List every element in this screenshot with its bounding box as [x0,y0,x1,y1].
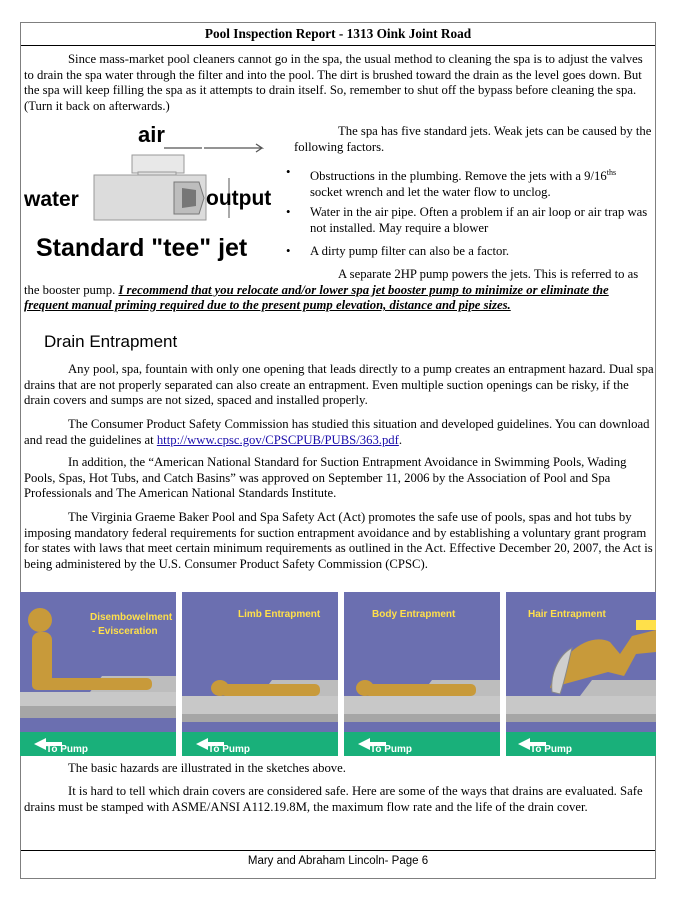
hazard-panel-disembowelment [20,592,176,756]
hazard-panel-body [344,592,500,756]
pump-label: To Pump [208,744,251,755]
hazard-title: Limb Entrapment [238,609,321,620]
bullet-text: Obstructions in the plumbing. Remove the jets with a $9/16^{ths}$ socket wrench and let the water flow to unclog. [310,168,617,199]
air-label: air [138,122,165,147]
header-rule [21,45,655,46]
bullet-glyph: • [286,244,291,258]
hazard-title: Disembowelment [90,612,173,623]
cpsc-guidelines-link[interactable]: http://www.cpsc.gov/CPSCPUB/PUBS/363.pdf [156,432,399,447]
page-footer: Mary and Abraham Lincoln- Page 6 [247,855,429,867]
hazard-subtitle: - Evisceration [92,626,158,637]
hazard-panel-hair [506,592,656,756]
footer-rule [21,850,655,851]
tee-jet-diagram [24,120,284,270]
pump-label: To Pump [370,744,413,755]
closing-paragraph-2: It is hard to tell which drain covers are considered safe. Here are some of the ways that drains are evaluated. Safe drains must be stamped with ASME/ANSI A112.19.8M, the maximum flow rate and the life of the drain cover. [24,784,643,814]
section-heading: Drain Entrapment [44,332,178,351]
drain-paragraph-1: Any pool, spa, fountain with only one opening that leads directly to a pump creates an entrapment hazard. Dual spa drains that are not properly separated can also create an entrapment. Even multiple suction openings can be risky, if the drain covers and sumps are not sized, spaced and installed properly. [24,362,654,408]
page-header-title: Pool Inspection Report - 1313 Oink Joint Road [204,26,472,41]
pump-label: To Pump [530,744,573,755]
drain-paragraph-2: The Consumer Product Safety Commission has studied this situation and developed guidelines. You can download and read the guidelines at http://www.cpsc.gov/CPSCPUB/PUBS/363.pdf. [24,417,650,447]
closing-paragraph-1: The basic hazards are illustrated in the sketches above. [68,761,346,775]
bullet-text: A dirty pump filter can also be a factor. [310,244,510,258]
hazard-panel-limb [182,592,338,756]
hazard-title: Body Entrapment [372,609,456,620]
hazard-title: Hair Entrapment [528,609,606,620]
air-pipe-cap [132,155,184,173]
hazard-illustrations [20,592,656,758]
output-label: output [206,187,272,210]
diagram-caption: Standard "tee" jet [36,234,248,262]
nozzle-core [182,188,196,208]
jets-intro: The spa has five standard jets. Weak jets can be caused by the following factors. [294,124,652,154]
recommendation-text: I recommend that you relocate and/or lower spa jet booster pump to minimize or eliminate the frequent manual priming required due to the present pump elevation, distance and pipe sizes. [24,282,609,313]
pump-label: To Pump [46,744,89,755]
bullet-text: Water in the air pipe. Often a problem if an air loop or air trap was not installed. May require a blower [310,205,648,235]
bullet-glyph: • [286,205,291,219]
bullet-glyph: • [286,165,291,179]
booster-paragraph: A separate 2HP pump powers the jets. This is referred to as the booster pump. I recommend that you relocate and/or lower spa jet booster pump to minimize or eliminate the frequent manual priming required due to the present pump elevation, distance and pipe sizes. [24,267,639,313]
drain-paragraph-3: In addition, the “American National Standard for Suction Entrapment Avoidance in Swimming Pools, Wading Pools, Spas, Hot Tubs, and Catch Basins” was approved on September 11, 2006 by the Association of Pool and Spa Professionals and The American National Standards Institute. [24,455,627,501]
drain-paragraph-4: The Virginia Graeme Baker Pool and Spa Safety Act (Act) promotes the safe use of pools, spas and hot tubs by imposing mandatory federal requirements for suction entrapment avoidance and by establishing a voluntary grant program for states with laws that meet certain minimum requirements as outlined in the Act. Effective December 20, 2007, the Act is being administered by the U.S. Consumer Product Safety Commission (CPSC). [24,510,653,571]
water-label: water [24,188,79,211]
air-arrow [204,144,262,152]
intro-paragraph: Since mass-market pool cleaners cannot go in the spa, the usual method to cleaning the spa is to adjust the valves to drain the spa water through the filter and into the pool. The dirt is brushed toward the drain as the level goes down. But the spa will keep filling the spa as it attempts to drain itself. So, remember to shut off the bypass before cleaning the spa. (Turn it back on afterwards.) [24,52,643,113]
